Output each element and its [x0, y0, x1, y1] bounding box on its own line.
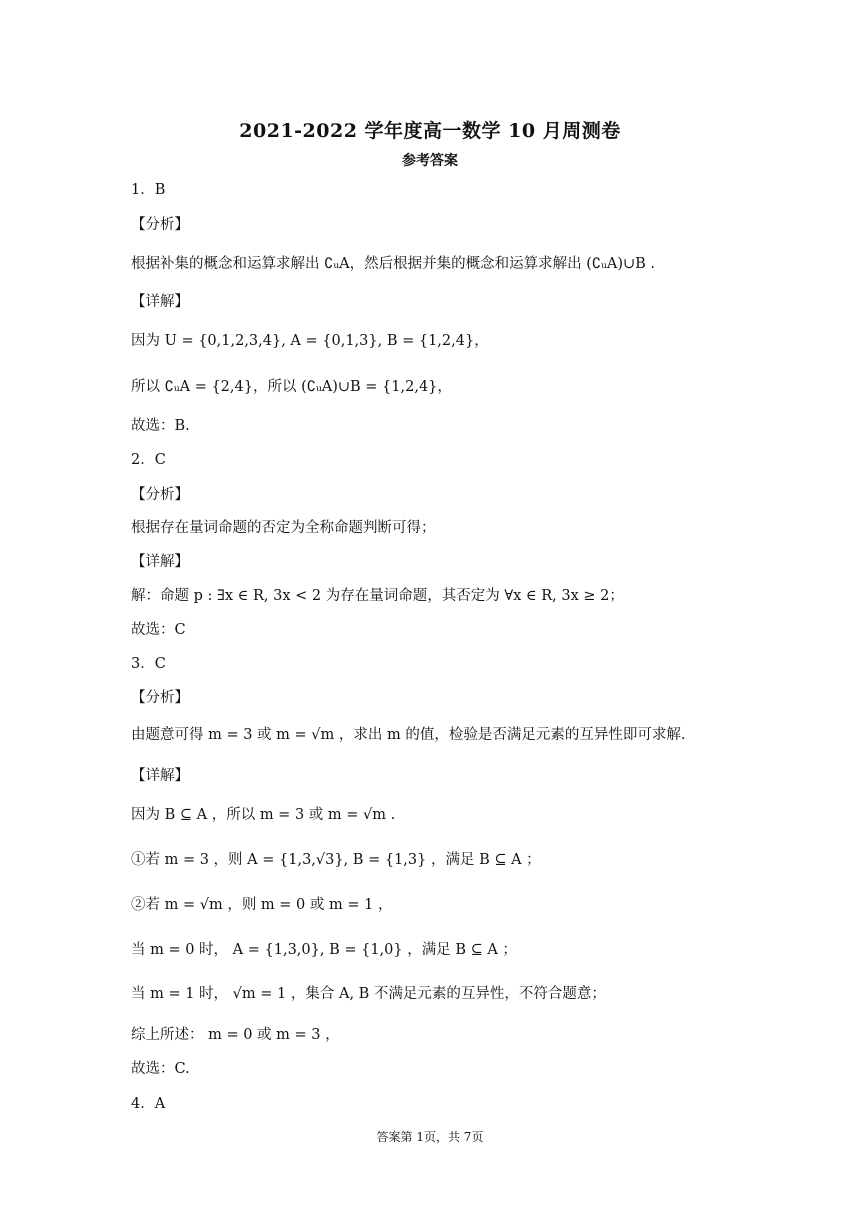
question-4-answer: 4．A	[131, 1096, 166, 1112]
detail-text: 解：命题 p : ∃x ∈ R, 3x < 2 为存在量词命题，其否定为 ∀x ∈ R, 3x ≥ 2；	[131, 588, 624, 604]
choice-text: 故选：C	[131, 622, 186, 638]
detail-heading: 【详解】	[131, 768, 189, 784]
analysis-text: 根据存在量词命题的否定为全称命题判断可得；	[131, 520, 436, 536]
page-footer: 答案第 1页，共 7页	[376, 1130, 484, 1144]
question-1-answer: 1．B	[131, 182, 166, 198]
detail-text: ①若 m = 3 ，则 A = {1,3,√3}, B = {1,3} ，满足 B ⊆ A ；	[131, 852, 541, 868]
detail-text: 当 m = 0 时， A = {1,3,0}, B = {1,0} ，满足 B ⊆ A ；	[131, 942, 517, 958]
detail-text: 因为 U = {0,1,2,3,4}, A = {0,1,3}, B = {1,2,4}，	[131, 333, 489, 349]
analysis-heading: 【分析】	[131, 487, 189, 503]
detail-text: 当 m = 1 时， √m = 1 ，集合 A, B 不满足元素的互异性，不符合题意；	[131, 986, 606, 1002]
detail-text: 所以 ∁ᵤA = {2,4}，所以 (∁ᵤA)∪B = {1,2,4}，	[131, 379, 452, 395]
detail-text: 因为 B ⊆ A ，所以 m = 3 或 m = √m .	[131, 807, 396, 823]
page-subtitle: 参考答案	[402, 153, 458, 169]
detail-text: ②若 m = √m ，则 m = 0 或 m = 1 ，	[131, 897, 393, 913]
question-3-answer: 3．C	[131, 656, 166, 672]
analysis-text: 根据补集的概念和运算求解出 ∁ᵤA，然后根据并集的概念和运算求解出 (∁ᵤA)∪B .	[131, 256, 656, 272]
detail-heading: 【详解】	[131, 294, 189, 310]
analysis-heading: 【分析】	[131, 690, 189, 706]
question-2-answer: 2．C	[131, 452, 166, 468]
analysis-text: 由题意可得 m = 3 或 m = √m ，求出 m 的值，检验是否满足元素的互异性即可求解.	[131, 727, 686, 743]
detail-heading: 【详解】	[131, 554, 189, 570]
detail-text: 综上所述： m = 0 或 m = 3 ，	[131, 1027, 340, 1043]
page-title: 2021-2022 学年度高一数学 10 月周测卷	[239, 120, 621, 142]
choice-text: 故选：C.	[131, 1061, 190, 1077]
choice-text: 故选：B.	[131, 418, 190, 434]
analysis-heading: 【分析】	[131, 217, 189, 233]
